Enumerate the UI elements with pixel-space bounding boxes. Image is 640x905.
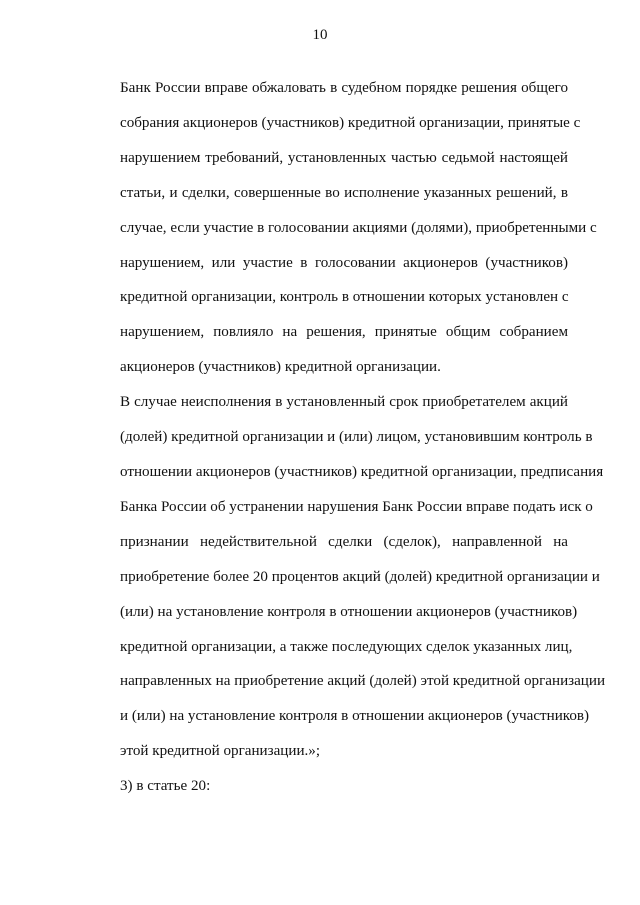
text-line: статьи, и сделки, совершенные во исполнение указанных решений, в <box>120 184 568 201</box>
document-body <box>82 71 606 804</box>
text-line: нарушением, повлияло на решения, принятые общим собранием <box>120 324 568 341</box>
text-line: этой кредитной организации.»; <box>120 743 321 760</box>
text-line: 3) в статье 20: <box>120 778 211 795</box>
text-line: (или) на установление контроля в отношении акционеров (участников) <box>120 603 578 620</box>
text-line: направленных на приобретение акций (долей) этой кредитной организации <box>120 673 606 690</box>
text-line: кредитной организации, контроль в отношении которых установлен с <box>120 289 569 306</box>
text-line: и (или) на установление контроля в отношении акционеров (участников) <box>120 708 590 725</box>
text-line: кредитной организации, а также последующих сделок указанных лиц, <box>120 638 573 655</box>
text-line: акционеров (участников) кредитной организации. <box>120 359 441 376</box>
text-line: Банк России вправе обжаловать в судебном порядке решения общего <box>120 80 568 96</box>
text-line: собрания акционеров (участников) кредитной организации, принятые с <box>120 114 581 131</box>
text-line: нарушением, или участие в голосовании акционеров (участников) <box>120 254 568 271</box>
text-line: признании недействительной сделки (сделок), направленной на <box>120 533 568 550</box>
text-line: приобретение более 20 процентов акций (долей) кредитной организации и <box>120 568 600 585</box>
text-line: нарушением требований, установленных частью седьмой настоящей <box>120 149 568 166</box>
text-line: (долей) кредитной организации и (или) лицом, установившим контроль в <box>120 429 593 446</box>
text-line: случае, если участие в голосовании акциями (долями), приобретенными с <box>120 219 597 236</box>
paragraph-bank-appeal <box>82 71 597 385</box>
text-line: В случае неисполнения в установленный срок приобретателем акций <box>120 394 568 411</box>
page-number: 10 <box>312 27 328 43</box>
paragraph-nonfulfillment <box>82 385 606 769</box>
text-line: Банка России об устранении нарушения Банк России вправе подать иск о <box>120 498 593 515</box>
text-line: отношении акционеров (участников) кредитной организации, предписания <box>120 463 604 480</box>
paragraph-article-20 <box>82 769 568 804</box>
